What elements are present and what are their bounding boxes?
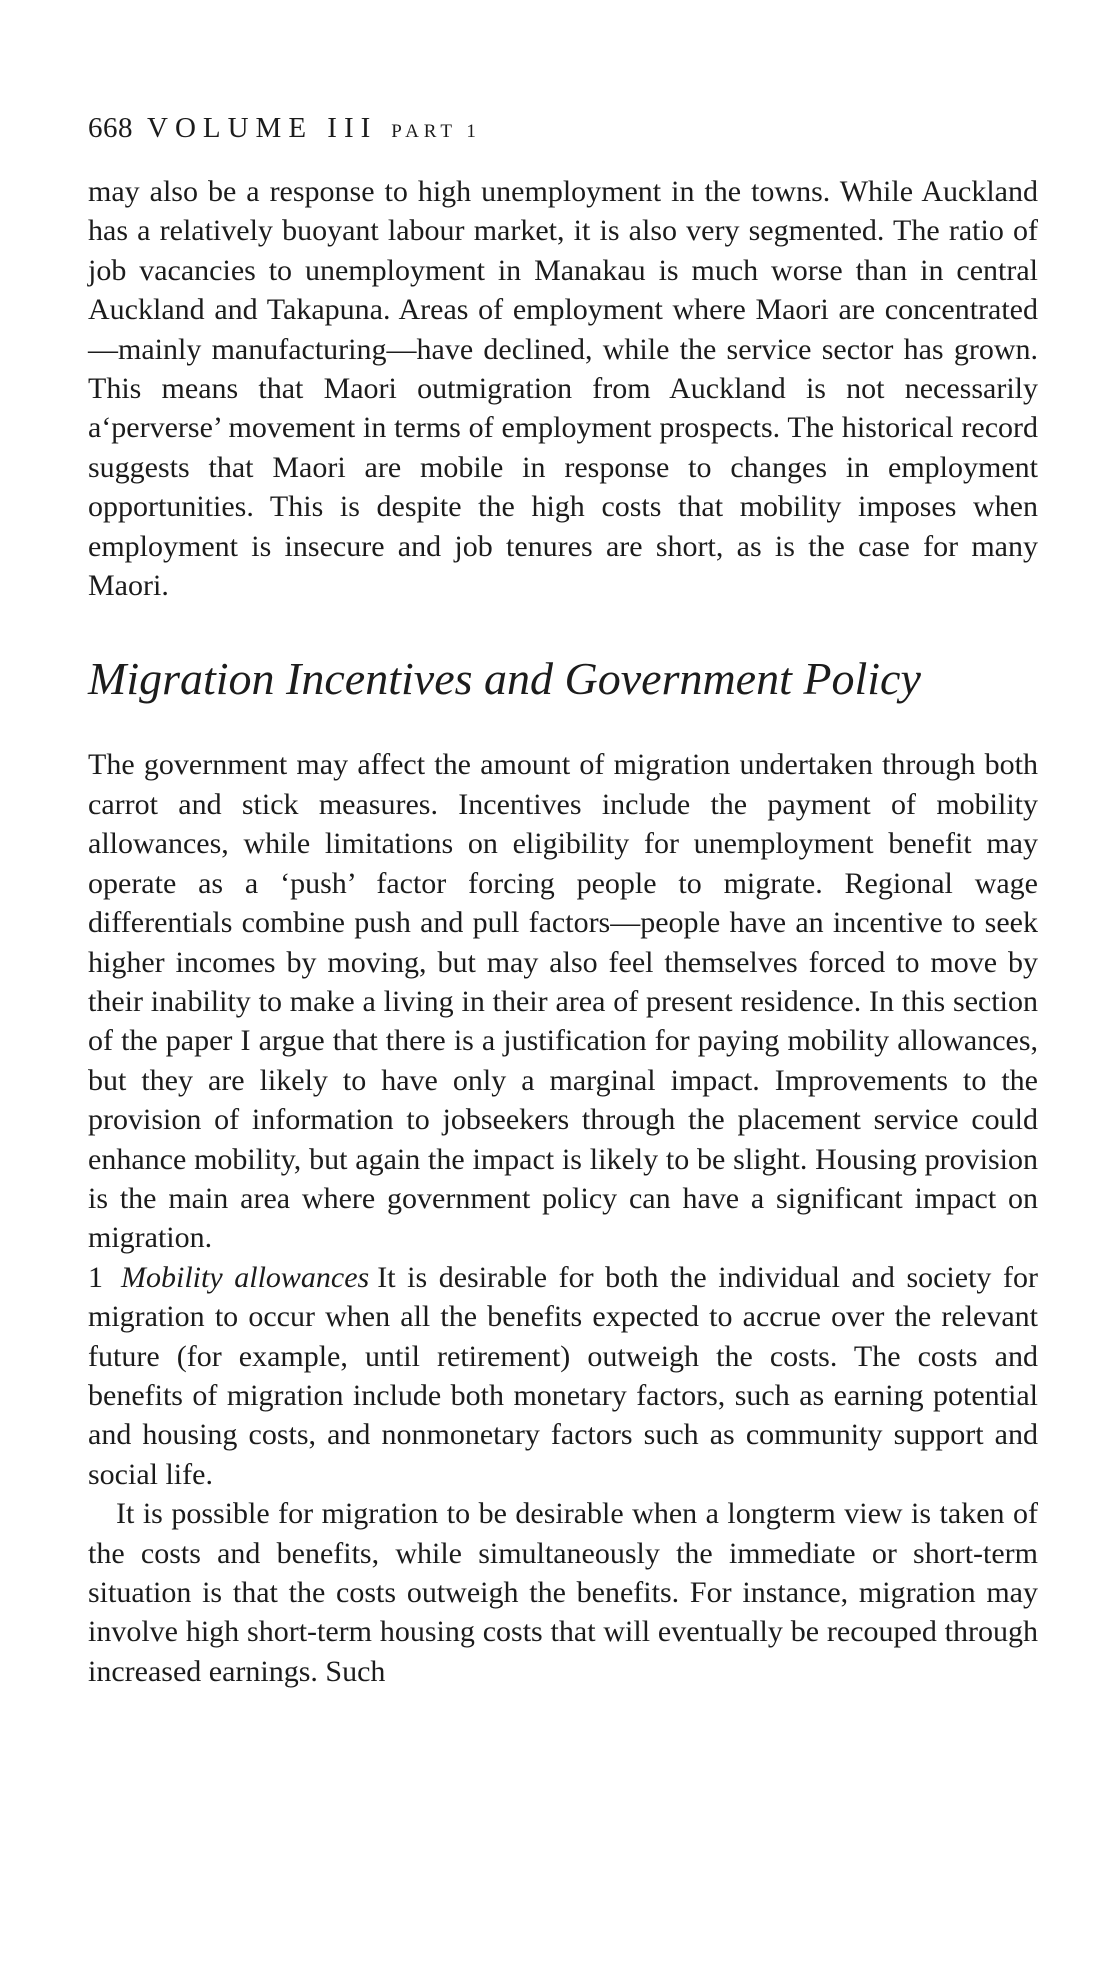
section-heading: Migration Incentives and Government Policy [88,653,921,705]
book-page [88,112,1038,1691]
item-number: 1 [88,1260,103,1294]
paragraph-intro: The government may affect the amount of migration undertaken through both carrot and stick measures. Incentives include the payment of mobility allowances, while limitations on eligibility for unemployment benefit may operate as a ‘push’ factor forcing people to migrate. Regional wage differentials combine push and pull factors—people have an incentive to seek higher incomes by moving, but may also feel themselves forced to move by their inability to make a living in their area of present residence. In this section of the paper I argue that there is a justification for paying mobility allowances, but they are likely to have only a marginal impact. Improvements to the provision of information to jobseekers through the placement service could enhance mobility, but again the impact is likely to be slight. Housing provision is the main area where government policy can have a significant impact on migration. [88,748,1038,1255]
running-header [88,112,1038,158]
numbered-paragraph [88,1258,1038,1494]
page-number: 668 [88,112,133,144]
item-title: Mobility allowances [121,1260,370,1294]
item-text: It is desirable for both the individual and society for migration to occur when all the benefits expected to accrue over the relevant future (for example, until retirement) outweigh the costs. The costs and benefits of migration include both monetary factors, such as earning potential and housing costs, and nonmonetary factors such as community support and social life. [88,1260,1038,1491]
paragraph-continuation: may also be a response to high unemployment in the towns. While Auckland has a relatively buoyant labour market, it is also very segmented. The ratio of job vacancies to unemployment in Manakau is much worse than in central Auckland and Takapuna. Areas of employment where Maori are concentrated—mainly manufacturing—have declined, while the service sector has grown. This means that Maori outmigration from Auckland is not necessarily a‘perverse’ movement in terms of employment prospects. The historical record suggests that Maori are mobile in response to changes in employment opportunities. This is despite the high costs that mobility imposes when employment is insecure and job tenures are short, as is the case for many Maori. [88,175,1038,603]
volume-label: VOLUME III [147,112,378,144]
paragraph-closing: It is possible for migration to be desirable when a longterm view is taken of the costs and benefits, while simultaneously the immediate or short-term situation is that the costs outweigh the benefits. For instance, migration may involve high short-term housing costs that will eventually be recouped through increased earnings. Such [88,1497,1038,1688]
part-label: PART 1 [391,121,481,142]
